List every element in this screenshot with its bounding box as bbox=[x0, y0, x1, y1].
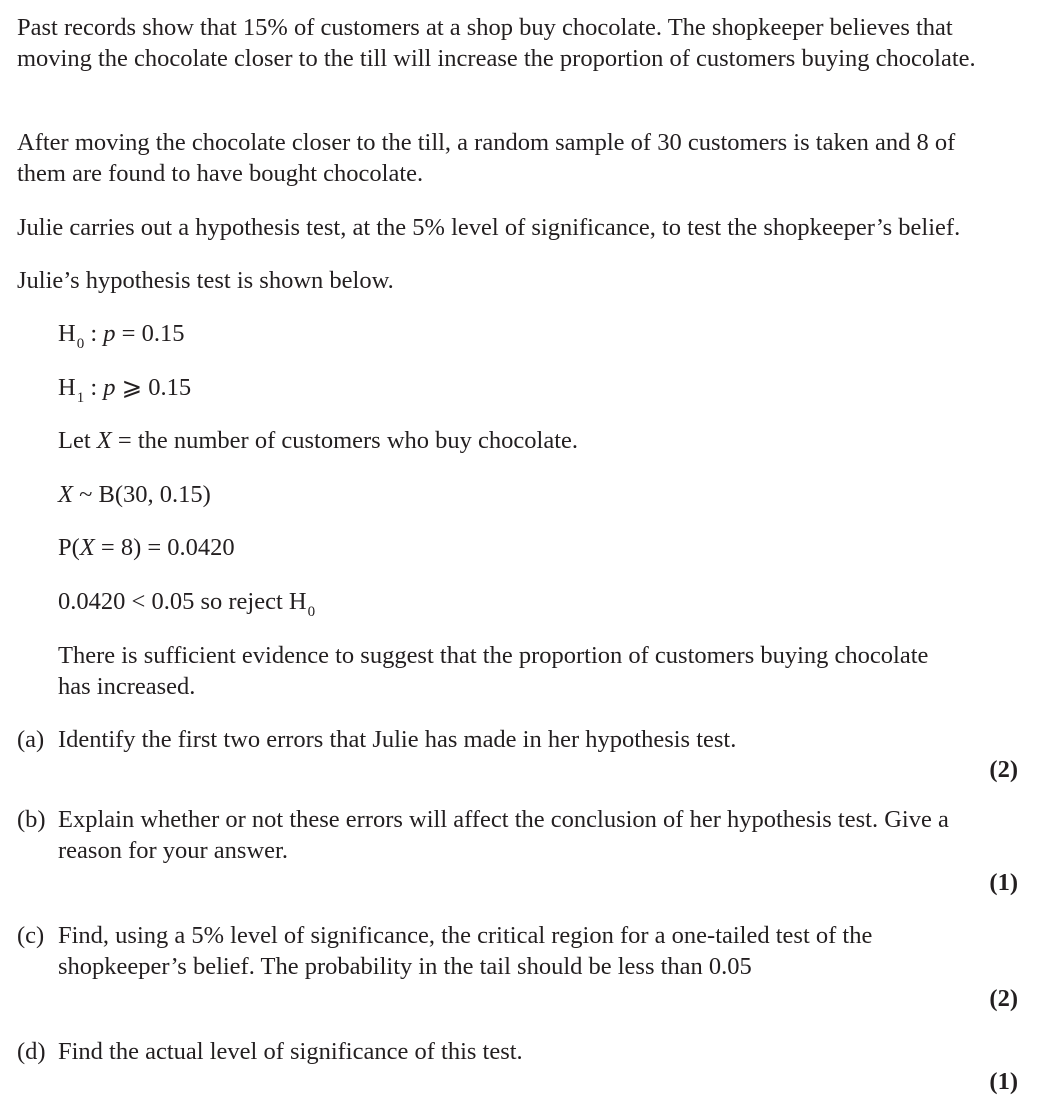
probability-line: P(X = 8) = 0.0420 bbox=[58, 534, 235, 561]
question-label: (a) bbox=[17, 726, 45, 753]
intro-paragraph-4: Julie’s hypothesis test is shown below. bbox=[17, 267, 394, 294]
question-label: (b) bbox=[17, 806, 46, 833]
marks-b: (1) bbox=[989, 869, 1018, 896]
conclusion-text: There is sufficient evidence to suggest that the proportion of customers buying chocolate has increased. bbox=[58, 642, 929, 700]
alternative-hypothesis: $H_1$ : p ⩾ 0.15 bbox=[58, 374, 192, 406]
question-text: Explain whether or not these errors will affect the conclusion of her hypothesis test. Give a reason for your answer. bbox=[58, 806, 949, 864]
marks-a: (2) bbox=[989, 756, 1018, 783]
intro-paragraph-3: Julie carries out a hypothesis test, at the 5% level of significance, to test the shopkeeper’s belief. bbox=[17, 214, 961, 241]
marks-d: (1) bbox=[989, 1068, 1018, 1095]
question-text: Identify the first two errors that Julie has made in her hypothesis test. bbox=[58, 726, 737, 753]
null-hypothesis: $H_0$ : p = 0.15 bbox=[58, 320, 185, 352]
variable-definition: Let X = the number of customers who buy chocolate. bbox=[58, 427, 579, 454]
intro-paragraph-2: After moving the chocolate closer to the till, a random sample of 30 customers is taken and 8 of them are found to have bought chocolate. bbox=[17, 129, 956, 187]
intro-paragraph-1: Past records show that 15% of customers at a shop buy chocolate. The shopkeeper believes that moving the chocolate closer to the till will increase the proportion of customers buying chocolate. bbox=[17, 14, 976, 72]
question-label: (d) bbox=[17, 1038, 46, 1065]
question-label: (c) bbox=[17, 922, 45, 949]
comparison-line: 0.0420 < 0.05 so reject $H_0$ bbox=[58, 588, 316, 620]
distribution-line: X ~ B(30, 0.15) bbox=[58, 481, 211, 508]
question-text: Find the actual level of significance of this test. bbox=[58, 1038, 523, 1065]
question-text: Find, using a 5% level of significance, the critical region for a one-tailed test of the shopkeeper’s belief. The probability in the tail should be less than 0.05 bbox=[58, 922, 873, 980]
marks-c: (2) bbox=[989, 985, 1018, 1012]
